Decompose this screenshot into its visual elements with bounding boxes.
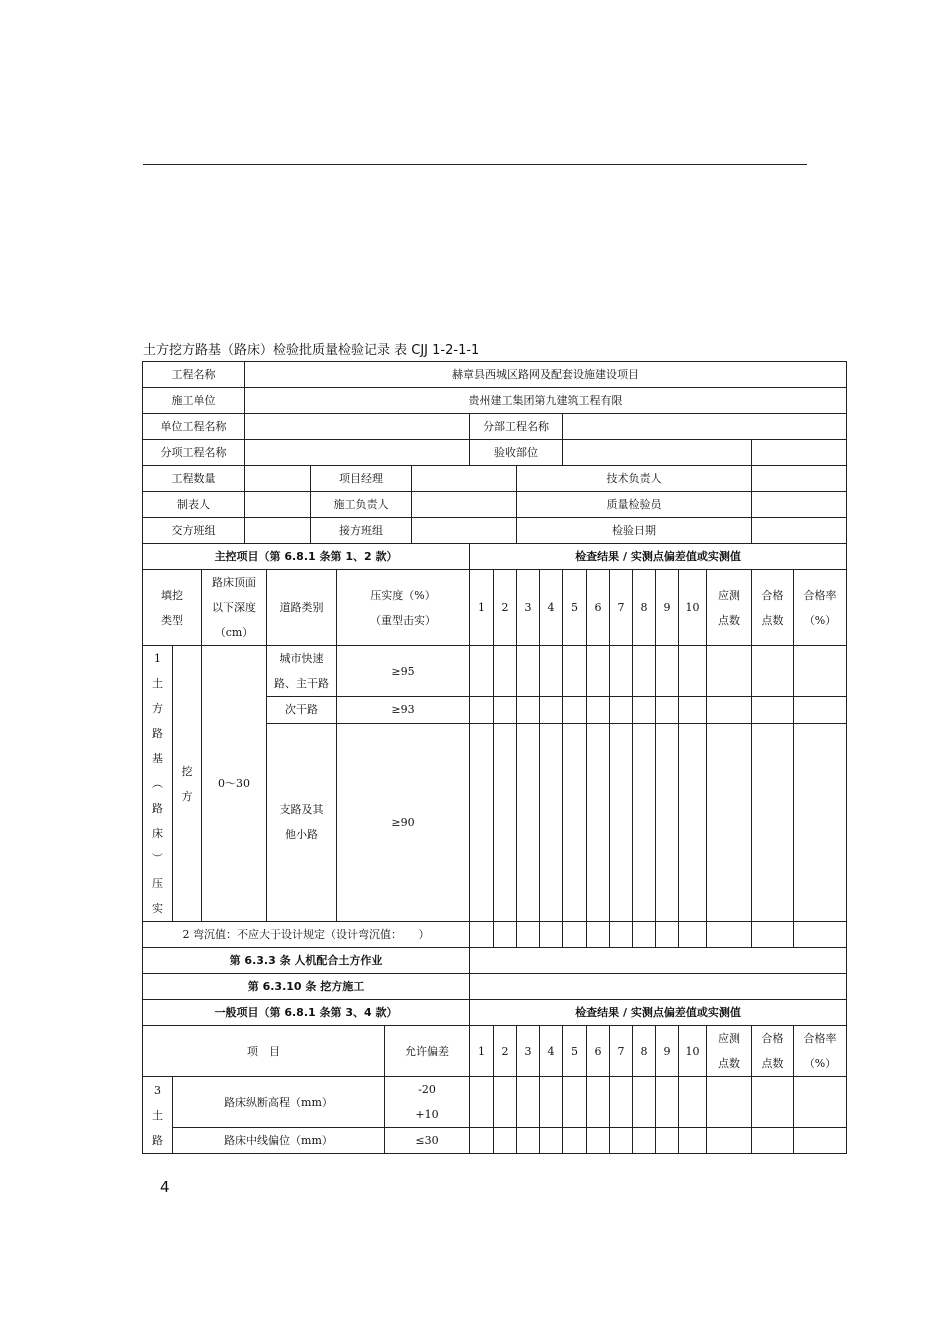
construction-unit-value[interactable]: 贵州建工集团第九建筑工程有限 bbox=[245, 388, 847, 414]
clause-633-result[interactable] bbox=[470, 948, 847, 974]
measure-cell[interactable] bbox=[563, 723, 587, 921]
point-1-header: 1 bbox=[470, 1026, 494, 1077]
measure-cell[interactable] bbox=[679, 1128, 707, 1154]
form-title: 土方挖方路基（路床）检验批质量检验记录 表 CJJ 1-2-1-1 bbox=[143, 343, 480, 358]
qualified-cell[interactable] bbox=[752, 1077, 794, 1128]
construction-unit-label: 施工单位 bbox=[143, 388, 245, 414]
point-2-header: 2 bbox=[494, 570, 517, 646]
main-items-heading: 主控项目（第 6.8.1 条第 1、2 款） bbox=[143, 544, 470, 570]
tech-lead-value[interactable] bbox=[752, 466, 847, 492]
measure-cell[interactable] bbox=[679, 646, 707, 697]
measure-cell[interactable] bbox=[494, 922, 517, 948]
should-measure-cell[interactable] bbox=[707, 646, 752, 697]
measure-cell[interactable] bbox=[563, 646, 587, 697]
measure-cell[interactable] bbox=[470, 646, 494, 697]
measure-cell[interactable] bbox=[656, 723, 679, 921]
measure-cell[interactable] bbox=[587, 697, 610, 723]
measure-cell[interactable] bbox=[610, 922, 633, 948]
should-measure-cell[interactable] bbox=[707, 922, 752, 948]
measure-cell[interactable] bbox=[679, 697, 707, 723]
point-10-header: 10 bbox=[679, 1026, 707, 1077]
compaction-secondary: ≥93 bbox=[337, 697, 470, 723]
project-manager-value[interactable] bbox=[412, 466, 517, 492]
inspection-date-label: 检验日期 bbox=[517, 518, 752, 544]
quality-inspector-value[interactable] bbox=[752, 492, 847, 518]
point-3-header: 3 bbox=[517, 1026, 540, 1077]
qualified-points-header: 合格 点数 bbox=[752, 570, 794, 646]
tabulator-label: 制表人 bbox=[143, 492, 245, 518]
qualified-points-header: 合格 点数 bbox=[752, 1026, 794, 1077]
qualified-cell[interactable] bbox=[752, 922, 794, 948]
general-results-heading: 检查结果 / 实测点偏差值或实测值 bbox=[470, 1000, 847, 1026]
sub-division-label: 分部工程名称 bbox=[470, 414, 563, 440]
elevation-item: 路床纵断高程（mm） bbox=[173, 1077, 385, 1128]
pass-rate-header: 合格率 （%） bbox=[794, 570, 847, 646]
measure-cell[interactable] bbox=[656, 1077, 679, 1128]
point-4-header: 4 bbox=[540, 1026, 563, 1077]
point-10-header: 10 bbox=[679, 570, 707, 646]
measure-cell[interactable] bbox=[633, 1077, 656, 1128]
compaction-expressway: ≥95 bbox=[337, 646, 470, 697]
measure-cell[interactable] bbox=[587, 922, 610, 948]
measure-cell[interactable] bbox=[563, 1077, 587, 1128]
measure-cell[interactable] bbox=[656, 1128, 679, 1154]
item3-label: 3 土 路 bbox=[143, 1077, 173, 1154]
construction-lead-label: 施工负责人 bbox=[311, 492, 412, 518]
measure-cell[interactable] bbox=[610, 723, 633, 921]
measure-cell[interactable] bbox=[517, 723, 540, 921]
measure-cell[interactable] bbox=[587, 646, 610, 697]
sub-division-value[interactable] bbox=[563, 414, 847, 440]
point-5-header: 5 bbox=[563, 570, 587, 646]
measure-cell[interactable] bbox=[540, 646, 563, 697]
measure-cell[interactable] bbox=[656, 922, 679, 948]
item1-label: 1 土 方 路 基 ︵ 路 床 ︶ 压 实 bbox=[143, 646, 173, 922]
handover-team-label: 交方班组 bbox=[143, 518, 245, 544]
quality-inspector-label: 质量检验员 bbox=[517, 492, 752, 518]
depth-header: 路床顶面 以下深度 （cm） bbox=[202, 570, 267, 646]
clause-6310-label: 第 6.3.10 条 挖方施工 bbox=[143, 974, 470, 1000]
clause-633-label: 第 6.3.3 条 人机配合土方作业 bbox=[143, 948, 470, 974]
measure-cell[interactable] bbox=[610, 646, 633, 697]
road-type-secondary: 次干路 bbox=[267, 697, 337, 723]
measure-cell[interactable] bbox=[540, 723, 563, 921]
measure-cell[interactable] bbox=[494, 646, 517, 697]
point-2-header: 2 bbox=[494, 1026, 517, 1077]
qualified-cell[interactable] bbox=[752, 1128, 794, 1154]
page-number: 4 bbox=[160, 1178, 170, 1196]
excavation-cell: 挖 方 bbox=[173, 646, 202, 922]
point-7-header: 7 bbox=[610, 1026, 633, 1077]
measure-cell[interactable] bbox=[633, 1128, 656, 1154]
point-4-header: 4 bbox=[540, 570, 563, 646]
point-3-header: 3 bbox=[517, 570, 540, 646]
sub-item-label: 分项工程名称 bbox=[143, 440, 245, 466]
tabulator-value[interactable] bbox=[245, 492, 311, 518]
inspection-date-value[interactable] bbox=[752, 518, 847, 544]
road-type-branch: 支路及其 他小路 bbox=[267, 723, 337, 921]
point-1-header: 1 bbox=[470, 570, 494, 646]
measure-cell[interactable] bbox=[470, 723, 494, 921]
acceptance-part-value[interactable] bbox=[563, 440, 752, 466]
measure-cell[interactable] bbox=[587, 1128, 610, 1154]
compaction-branch: ≥90 bbox=[337, 723, 470, 921]
measure-cell[interactable] bbox=[494, 1077, 517, 1128]
measure-cell[interactable] bbox=[679, 922, 707, 948]
measure-cell[interactable] bbox=[470, 922, 494, 948]
rate-cell[interactable] bbox=[794, 1128, 847, 1154]
point-6-header: 6 bbox=[587, 1026, 610, 1077]
measure-cell[interactable] bbox=[587, 723, 610, 921]
measure-cell[interactable] bbox=[470, 1077, 494, 1128]
road-type-expressway: 城市快速 路、主干路 bbox=[267, 646, 337, 697]
measure-cell[interactable] bbox=[656, 646, 679, 697]
point-5-header: 5 bbox=[563, 1026, 587, 1077]
rate-cell[interactable] bbox=[794, 723, 847, 921]
measure-cell[interactable] bbox=[633, 922, 656, 948]
unit-project-value[interactable] bbox=[245, 414, 470, 440]
measure-cell[interactable] bbox=[563, 922, 587, 948]
measure-cell[interactable] bbox=[563, 1128, 587, 1154]
acceptance-part-extra[interactable] bbox=[752, 440, 847, 466]
should-measure-cell[interactable] bbox=[707, 1128, 752, 1154]
should-measure-cell[interactable] bbox=[707, 697, 752, 723]
qualified-cell[interactable] bbox=[752, 697, 794, 723]
rate-cell[interactable] bbox=[794, 1077, 847, 1128]
measure-cell[interactable] bbox=[517, 1077, 540, 1128]
measure-cell[interactable] bbox=[633, 697, 656, 723]
point-7-header: 7 bbox=[610, 570, 633, 646]
depth-value: 0～30 bbox=[202, 646, 267, 922]
item-header: 项 目 bbox=[143, 1026, 385, 1077]
measure-cell[interactable] bbox=[494, 723, 517, 921]
should-measure-header: 应测 点数 bbox=[707, 570, 752, 646]
sub-item-value[interactable] bbox=[245, 440, 470, 466]
measure-cell[interactable] bbox=[540, 922, 563, 948]
receiving-team-value[interactable] bbox=[412, 518, 517, 544]
main-results-heading: 检查结果 / 实测点偏差值或实测值 bbox=[470, 544, 847, 570]
inspection-record-table bbox=[142, 361, 847, 1154]
centerline-tolerance: ≤30 bbox=[385, 1128, 470, 1154]
point-6-header: 6 bbox=[587, 570, 610, 646]
tech-lead-label: 技术负责人 bbox=[517, 466, 752, 492]
measure-cell[interactable] bbox=[679, 723, 707, 921]
measure-cell[interactable] bbox=[587, 1077, 610, 1128]
measure-cell[interactable] bbox=[540, 1128, 563, 1154]
measure-cell[interactable] bbox=[494, 1128, 517, 1154]
qualified-cell[interactable] bbox=[752, 646, 794, 697]
measure-cell[interactable] bbox=[470, 697, 494, 723]
handover-team-value[interactable] bbox=[245, 518, 311, 544]
measure-cell[interactable] bbox=[679, 1077, 707, 1128]
deflection-row-label: 2 弯沉值：不应大于设计规定（设计弯沉值： ） bbox=[143, 922, 470, 948]
rate-cell[interactable] bbox=[794, 697, 847, 723]
should-measure-cell[interactable] bbox=[707, 723, 752, 921]
measure-cell[interactable] bbox=[563, 697, 587, 723]
project-name-label: 工程名称 bbox=[143, 362, 245, 388]
rate-cell[interactable] bbox=[794, 646, 847, 697]
point-8-header: 8 bbox=[633, 1026, 656, 1077]
road-type-header: 道路类别 bbox=[267, 570, 337, 646]
measure-cell[interactable] bbox=[517, 646, 540, 697]
measure-cell[interactable] bbox=[633, 646, 656, 697]
measure-cell[interactable] bbox=[540, 1077, 563, 1128]
quantity-value[interactable] bbox=[245, 466, 311, 492]
rate-cell[interactable] bbox=[794, 922, 847, 948]
measure-cell[interactable] bbox=[610, 1128, 633, 1154]
should-measure-cell[interactable] bbox=[707, 1077, 752, 1128]
measure-cell[interactable] bbox=[610, 697, 633, 723]
centerline-item: 路床中线偏位（mm） bbox=[173, 1128, 385, 1154]
quantity-label: 工程数量 bbox=[143, 466, 245, 492]
receiving-team-label: 接方班组 bbox=[311, 518, 412, 544]
fill-type-header: 填挖 类型 bbox=[143, 570, 202, 646]
measure-cell[interactable] bbox=[540, 697, 563, 723]
project-name-value[interactable]: 赫章县西城区路网及配套设施建设项目 bbox=[245, 362, 847, 388]
header-rule bbox=[143, 164, 807, 165]
general-items-heading: 一般项目（第 6.8.1 条第 3、4 款） bbox=[143, 1000, 470, 1026]
project-manager-label: 项目经理 bbox=[311, 466, 412, 492]
pass-rate-header: 合格率 （%） bbox=[794, 1026, 847, 1077]
measure-cell[interactable] bbox=[494, 697, 517, 723]
acceptance-part-label: 验收部位 bbox=[470, 440, 563, 466]
point-9-header: 9 bbox=[656, 1026, 679, 1077]
should-measure-header: 应测 点数 bbox=[707, 1026, 752, 1077]
measure-cell[interactable] bbox=[633, 723, 656, 921]
tolerance-header: 允许偏差 bbox=[385, 1026, 470, 1077]
compaction-header: 压实度（%） （重型击实） bbox=[337, 570, 470, 646]
measure-cell[interactable] bbox=[656, 697, 679, 723]
unit-project-label: 单位工程名称 bbox=[143, 414, 245, 440]
measure-cell[interactable] bbox=[470, 1128, 494, 1154]
elevation-tolerance: -20 +10 bbox=[385, 1077, 470, 1128]
point-9-header: 9 bbox=[656, 570, 679, 646]
qualified-cell[interactable] bbox=[752, 723, 794, 921]
measure-cell[interactable] bbox=[517, 697, 540, 723]
point-8-header: 8 bbox=[633, 570, 656, 646]
construction-lead-value[interactable] bbox=[412, 492, 517, 518]
measure-cell[interactable] bbox=[517, 1128, 540, 1154]
measure-cell[interactable] bbox=[517, 922, 540, 948]
clause-6310-result[interactable] bbox=[470, 974, 847, 1000]
measure-cell[interactable] bbox=[610, 1077, 633, 1128]
